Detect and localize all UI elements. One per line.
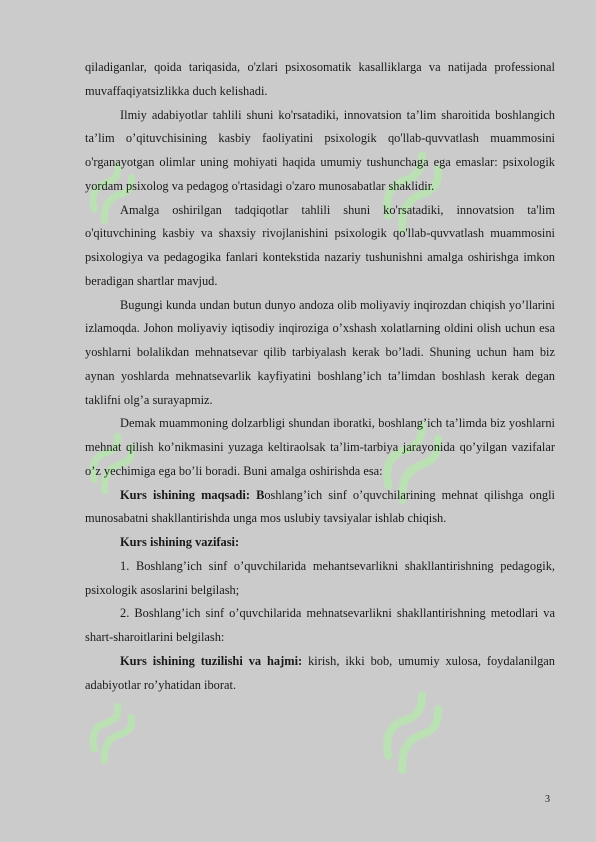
goal-text: oshlang’ich sinf o’quvchilarining mehnat qilishga ongli munosabatni shakllantirishda unga mos uslubiy tavsiyalar ishlab chiqish. [85, 487, 555, 526]
paragraph: Ilmiy adabiyotlar tahlili shuni ko'rsatadiki, innovatsion ta’lim sharoitida boshlangich ta’lim o’qituvchisining kasbiy faoliyatini psixologik qo'llab-quvvatlash muammosini o'rganayotgan olimlar uning mohiyati haqida umumiy tushunchaga ega emaslar: psixologik yordam psixolog va pedagog o'rtasidagi o'zaro munosabatlar shaklidir. [85, 107, 555, 193]
goal-first-letter: B [256, 487, 265, 502]
structure-text: kirish, ikki bob, umumiy xulosa, foydalanilgan adabiyotlar ro’yhatidan iborat. [85, 653, 555, 692]
paragraph: Amalga oshirilgan tadqiqotlar tahlili shuni ko'rsatadiki, innovatsion ta'lim o'qituvchining kasbiy va shaxsiy rivojlanishini psixologik qo'llab-quvvatlash muammosini psixologiya va pedagogika fanlari kontekstida nazariy tushunishni amalga oshirishga imkon beradigan shartlar mavjud. [85, 202, 555, 288]
task-item: 2. Boshlang’ich sinf o’quvchilarida mehnatsevarlikni shakllantirishning metodlari va shart-sharoitlarini belgilash: [85, 606, 555, 644]
page-number: 3 [545, 794, 550, 805]
task-item: 1. Boshlang’ich sinf o’quvchilarida mehantsevarlikni shakllantirishning pedagogik, psixologik asoslarini belgilash; [85, 558, 555, 597]
soff-watermark-icon [78, 700, 148, 770]
goal-paragraph [85, 484, 555, 532]
paragraph: Bugungi kunda undan butun dunyo andoza olib moliyaviy inqirozdan chiqish yo’llarini izlamoqda. Johon moliyaviy iqtisodiy inqiroziga o’xshash xolatlarning oldini olish uchun esa yoshlarni bolalikdan mehnatsevar qilib tarbiyalash kerak bo’ladi. Shuning uchun ham biz aynan yoshlarda mehnatsevarlik kayfiyatini boshlang’ich ta’limdan boshlash kerak degan taklifni olg’a surayapmiz. [85, 297, 555, 407]
tasks-heading: Kurs ishining vazifasi: [120, 535, 240, 549]
body-text [85, 56, 555, 697]
structure-paragraph [85, 650, 555, 698]
structure-label: Kurs ishining tuzilishi va hajmi: [120, 653, 303, 668]
paragraph: Demak muammoning dolzarbligi shundan iboratki, boshlang’ich ta’limda biz yoshlarni mehnat qilish ko’nikmasini yuzaga keltiraolsak ta’lim-tarbiya jarayonida qo’yilgan vazifalar o’z yechimiga ega bo’li boradi. Buni amalga oshirishda esa: [85, 416, 555, 478]
soff-watermark-icon [370, 690, 460, 780]
paragraph: qiladiganlar, qoida tariqasida, o'zlari psixosomatik kasalliklarga va natijada professional muvaffaqiyatsizlikka duch kelishadi. [85, 60, 555, 98]
goal-label: Kurs ishining maqsadi: [120, 487, 257, 502]
